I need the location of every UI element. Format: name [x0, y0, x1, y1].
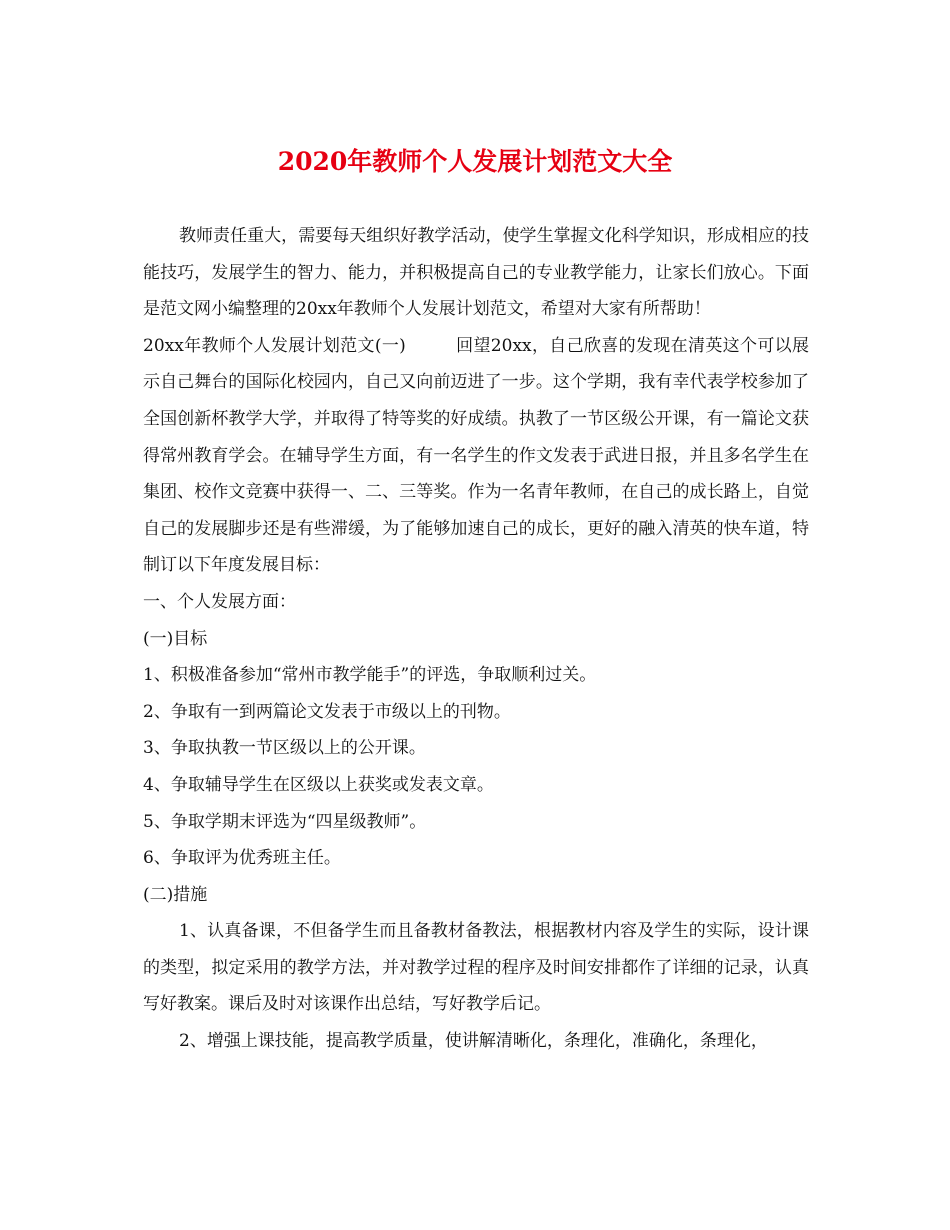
goals-heading: (一)目标 [143, 628, 208, 649]
section-one-paragraph [143, 328, 809, 584]
section-one-intro: 回望20xx，自己欣喜的发现在清英这个可以展示自己舞台的国际化校园内，自己又向前迈进了一步。这个学期，我有幸代表学校参加了全国创新杯教学大学，并取得了特等奖的好成绩。执教了一节区级公开课，有一篇论文获得常州教育学会。在辅导学生方面，有一名学生的作文发表于武进日报，并且多名学生在集团、校作文竞赛中获得一、二、三等奖。作为一名青年教师，在自己的成长路上，自觉自己的发展脚步还是有些滞缓，为了能够加速自己的成长，更好的融入清英的快车道，特制订以下年度发展目标： [143, 335, 809, 576]
measure-item: 2、增强上课技能，提高教学质量，使讲解清晰化，条理化，准确化，条理化， [179, 1031, 768, 1052]
goal-item: 1、积极准备参加“常州市教学能手”的评选，争取顺利过关。 [143, 665, 597, 686]
section-one-title: 20xx年教师个人发展计划范文(一) [143, 335, 406, 356]
document-title: 2020年教师个人发展计划范文大全 [277, 147, 673, 176]
document-body [143, 218, 809, 1060]
measures-heading: (二)措施 [143, 884, 208, 905]
part-one-heading: 一、个人发展方面： [143, 591, 296, 612]
goal-item: 3、争取执教一节区级以上的公开课。 [143, 738, 426, 759]
measure-item: 1、认真备课，不但备学生而且备教材备教法，根据教材内容及学生的实际，设计课的类型，拟定采用的教学方法，并对教学过程的程序及时间安排都作了详细的记录，认真写好教案。课后及时对该课作出总结，写好教学后记。 [143, 921, 809, 1015]
intro-paragraph: 教师责任重大，需要每天组织好教学活动，使学生掌握文化科学知识，形成相应的技能技巧，发展学生的智力、能力，并积极提高自己的专业教学能力，让家长们放心。下面是范文网小编整理的20xx年教师个人发展计划范文，希望对大家有所帮助！ [143, 226, 809, 320]
goal-item: 2、争取有一到两篇论文发表于市级以上的刊物。 [143, 701, 511, 722]
goal-item: 6、争取评为优秀班主任。 [143, 848, 341, 869]
goal-item: 4、争取辅导学生在区级以上获奖或发表文章。 [143, 774, 494, 795]
goal-item: 5、争取学期末评选为“四星级教师”。 [143, 811, 427, 832]
